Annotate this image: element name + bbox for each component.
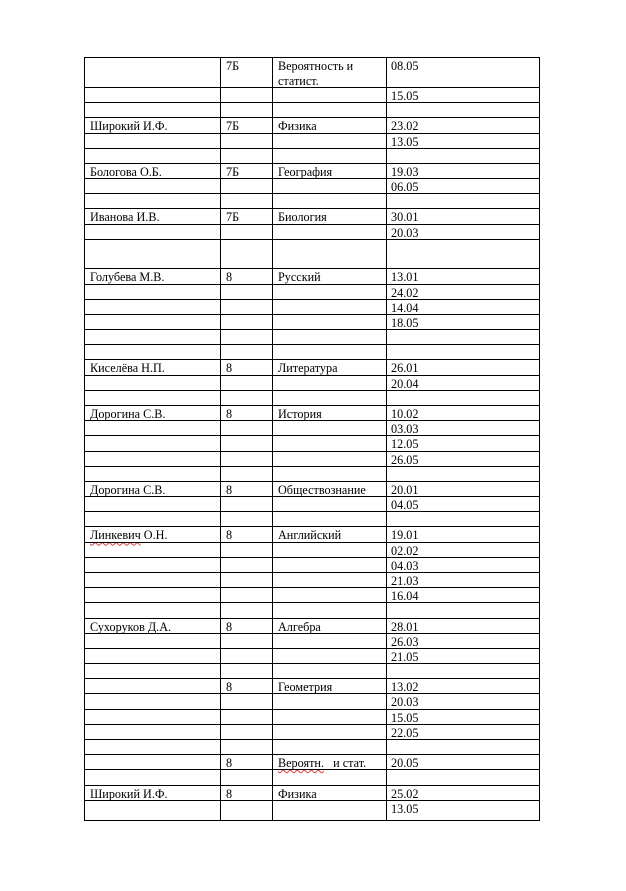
- class-cell: 8: [226, 680, 233, 695]
- subject-cell: Алгебра: [278, 619, 321, 634]
- date-cell: 26.03: [391, 634, 419, 649]
- row-divider: [85, 133, 539, 134]
- row-divider: [85, 633, 539, 634]
- table-row: [85, 694, 539, 709]
- teacher-cell: Широкий И.Ф.: [90, 786, 168, 801]
- date-cell: 20.05: [391, 756, 419, 771]
- table-row: [85, 209, 539, 224]
- table-row: [85, 58, 539, 88]
- date-cell: 15.05: [391, 710, 419, 725]
- subject-cell: Русский: [278, 270, 321, 285]
- date-cell: 20.03: [391, 225, 419, 240]
- row-divider: [85, 375, 539, 376]
- row-divider: [85, 800, 539, 801]
- date-cell: 20.04: [391, 376, 419, 391]
- row-divider: [85, 102, 539, 103]
- date-cell: 21.03: [391, 574, 419, 588]
- date-cell: 15.05: [391, 89, 419, 103]
- class-cell: 7Б: [226, 59, 240, 73]
- teacher-cell: Дорогина С.В.: [90, 482, 166, 497]
- table-row: [85, 118, 539, 133]
- table-row: [85, 710, 539, 725]
- row-divider: [85, 163, 539, 164]
- table-row: [85, 269, 539, 284]
- table-row: [85, 421, 539, 436]
- date-cell: 08.05: [391, 59, 419, 73]
- table-row: [85, 588, 539, 603]
- row-divider: [85, 117, 539, 118]
- row-divider: [85, 268, 539, 269]
- subject-cell: Геометрия: [278, 680, 333, 695]
- table-row: [85, 573, 539, 588]
- subject-cell: История: [278, 407, 322, 422]
- subject-cell: Обществознание: [278, 482, 366, 497]
- table-row: [85, 725, 539, 740]
- row-divider: [85, 405, 539, 406]
- table-row: [85, 649, 539, 664]
- table-row: [85, 497, 539, 512]
- class-cell: 8: [226, 756, 233, 771]
- teacher-cell: Сухоруков Д.А.: [90, 619, 172, 634]
- date-cell: 19.01: [391, 528, 419, 543]
- teacher-cell: Голубева М.В.: [90, 270, 165, 285]
- class-cell: 8: [226, 482, 233, 497]
- date-cell: 16.04: [391, 589, 419, 604]
- table-row: [85, 406, 539, 421]
- class-cell: 8: [226, 786, 233, 801]
- table-row: [85, 634, 539, 649]
- row-divider: [85, 359, 539, 360]
- row-divider: [85, 224, 539, 225]
- table-row: [85, 603, 539, 618]
- subject-cell: Вероятн. и стат.: [278, 756, 367, 771]
- class-cell: 8: [226, 619, 233, 634]
- date-cell: 25.02: [391, 786, 419, 801]
- table-row: [85, 300, 539, 315]
- row-divider: [85, 284, 539, 285]
- subject-cell: Литература: [278, 361, 338, 376]
- table-row: [85, 164, 539, 179]
- date-cell: 19.03: [391, 164, 419, 179]
- table-row: [85, 285, 539, 300]
- row-divider: [85, 178, 539, 179]
- row-divider: [85, 587, 539, 588]
- table-row: [85, 360, 539, 375]
- table-row: [85, 149, 539, 164]
- schedule-table: [84, 57, 540, 821]
- table-row: [85, 315, 539, 330]
- date-cell: 18.05: [391, 315, 419, 330]
- table-row: [85, 786, 539, 801]
- row-divider: [85, 739, 539, 740]
- table-row: [85, 482, 539, 497]
- row-divider: [85, 602, 539, 603]
- date-cell: 12.05: [391, 437, 419, 452]
- table-row: [85, 134, 539, 149]
- table-row: [85, 679, 539, 694]
- row-divider: [85, 435, 539, 436]
- table-row: [85, 179, 539, 194]
- date-cell: 06.05: [391, 180, 419, 195]
- row-divider: [85, 511, 539, 512]
- class-cell: 8: [226, 270, 233, 285]
- table-row: [85, 755, 539, 770]
- teacher-cell: Дорогина С.В.: [90, 407, 166, 422]
- date-cell: 02.02: [391, 543, 419, 558]
- row-divider: [85, 693, 539, 694]
- date-cell: 14.04: [391, 300, 419, 315]
- row-divider: [85, 496, 539, 497]
- date-cell: 13.05: [391, 801, 419, 816]
- row-divider: [85, 148, 539, 149]
- row-divider: [85, 239, 539, 240]
- row-divider: [85, 87, 539, 88]
- class-cell: 8: [226, 528, 233, 543]
- table-row: [85, 225, 539, 240]
- row-divider: [85, 648, 539, 649]
- row-divider: [85, 420, 539, 421]
- row-divider: [85, 542, 539, 543]
- teacher-cell: Иванова И.В.: [90, 210, 160, 225]
- date-cell: 30.01: [391, 210, 419, 225]
- row-divider: [85, 572, 539, 573]
- row-divider: [85, 709, 539, 710]
- date-cell: 26.01: [391, 361, 419, 376]
- table-row: [85, 619, 539, 634]
- row-divider: [85, 785, 539, 786]
- table-row: [85, 740, 539, 755]
- table-row: [85, 801, 539, 816]
- row-divider: [85, 754, 539, 755]
- subject-cell: Физика: [278, 786, 317, 801]
- table-row: [85, 391, 539, 406]
- subject-cell: География: [278, 164, 333, 179]
- subject-cell: Физика: [278, 119, 317, 134]
- row-divider: [85, 208, 539, 209]
- table-row: [85, 194, 539, 209]
- row-divider: [85, 557, 539, 558]
- row-divider: [85, 193, 539, 194]
- table-row: [85, 558, 539, 573]
- row-divider: [85, 769, 539, 770]
- table-row: [85, 543, 539, 558]
- row-divider: [85, 390, 539, 391]
- row-divider: [85, 526, 539, 527]
- row-divider: [85, 344, 539, 345]
- date-cell: 21.05: [391, 649, 419, 664]
- subject-cell: Вероятность и статист.: [278, 59, 354, 88]
- table-row: [85, 103, 539, 118]
- class-cell: 7Б: [226, 164, 240, 179]
- table-row: [85, 452, 539, 467]
- table-row: [85, 770, 539, 785]
- row-divider: [85, 299, 539, 300]
- subject-cell: Биология: [278, 210, 327, 225]
- date-cell: 13.01: [391, 270, 419, 285]
- date-cell: 22.05: [391, 725, 419, 740]
- teacher-cell: Линкевич О.Н.: [90, 528, 168, 543]
- row-divider: [85, 678, 539, 679]
- row-divider: [85, 663, 539, 664]
- date-cell: 26.05: [391, 452, 419, 467]
- row-divider: [85, 466, 539, 467]
- date-cell: 04.05: [391, 498, 419, 513]
- date-cell: 04.03: [391, 558, 419, 573]
- table-row: [85, 512, 539, 527]
- class-cell: 7Б: [226, 210, 240, 225]
- table-row: [85, 527, 539, 542]
- date-cell: 20.01: [391, 482, 419, 497]
- table-row: [85, 88, 539, 103]
- teacher-cell: Бологова О.Б.: [90, 164, 162, 179]
- teacher-cell: Киселёва Н.П.: [90, 361, 165, 376]
- subject-cell: Английский: [278, 528, 342, 543]
- date-cell: 13.05: [391, 134, 419, 149]
- table-row: [85, 376, 539, 391]
- date-cell: 28.01: [391, 619, 419, 634]
- row-divider: [85, 329, 539, 330]
- table-row: [85, 436, 539, 451]
- row-divider: [85, 314, 539, 315]
- table-row: [85, 345, 539, 360]
- class-cell: 8: [226, 407, 233, 422]
- row-divider: [85, 618, 539, 619]
- table-row: [85, 664, 539, 679]
- date-cell: 20.03: [391, 695, 419, 710]
- date-cell: 03.03: [391, 422, 419, 437]
- class-cell: 7Б: [226, 119, 240, 134]
- table-row: [85, 467, 539, 482]
- row-divider: [85, 451, 539, 452]
- date-cell: 13.02: [391, 680, 419, 695]
- class-cell: 8: [226, 361, 233, 376]
- date-cell: 23.02: [391, 119, 419, 134]
- date-cell: 10.02: [391, 407, 419, 422]
- teacher-cell: Широкий И.Ф.: [90, 119, 168, 134]
- row-divider: [85, 724, 539, 725]
- row-divider: [85, 481, 539, 482]
- date-cell: 24.02: [391, 285, 419, 300]
- table-row: [85, 330, 539, 345]
- table-row: [85, 240, 539, 270]
